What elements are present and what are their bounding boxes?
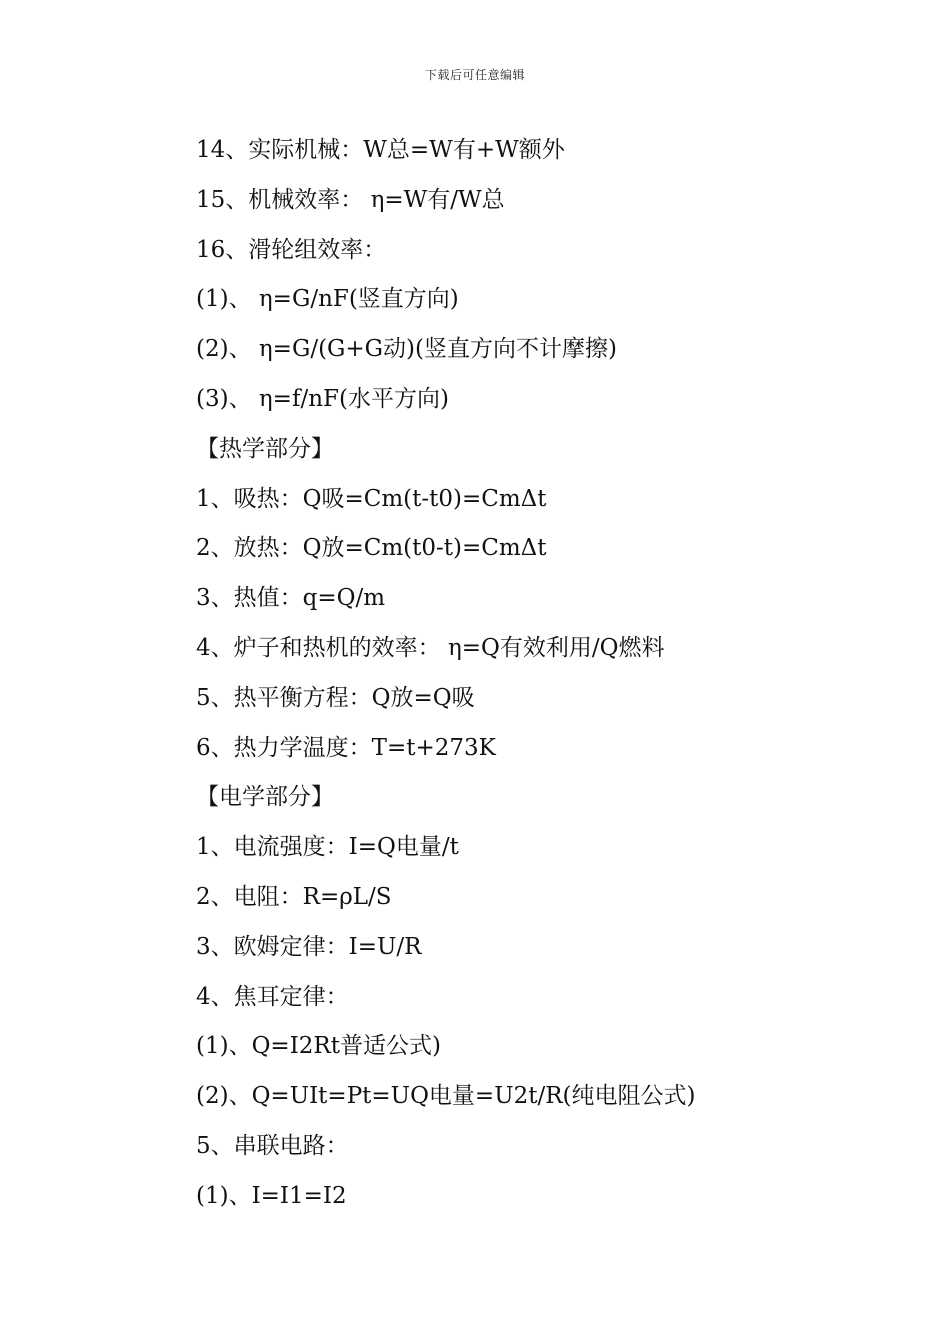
formula-line: 2、放热：Q放=Cm(t0-t)=CmΔt xyxy=(196,535,547,562)
formula-line: 4、炉子和热机的效率： η=Q有效利用/Q燃料 xyxy=(196,634,665,661)
formula-line: 4、焦耳定律： xyxy=(196,983,349,1010)
formula-line: 15、机械效率： η=W有/W总 xyxy=(196,186,505,213)
formula-line: 3、热值：q=Q/m xyxy=(196,585,386,612)
formula-line: (2)、 η=G/(G+G动)(竖直方向不计摩擦) xyxy=(196,336,617,363)
formula-line: 2、电阻：R=ρL/S xyxy=(196,883,392,910)
formula-line: 5、串联电路： xyxy=(196,1132,349,1159)
formula-line: 5、热平衡方程：Q放=Q吸 xyxy=(196,684,475,711)
formula-line: 6、热力学温度：T=t+273K xyxy=(196,734,496,761)
formula-line: 14、实际机械：W总=W有+W额外 xyxy=(196,137,565,163)
section-heading-thermal: 【热学部分】 xyxy=(196,435,334,462)
document-body xyxy=(196,130,896,1226)
formula-line: 16、滑轮组效率： xyxy=(196,236,387,263)
page-header: 下载后可任意编辑 xyxy=(424,68,525,82)
formula-line: (3)、 η=f/nF(水平方向) xyxy=(196,385,449,412)
formula-line: (1)、Q=I2Rt普适公式) xyxy=(196,1033,441,1060)
formula-line: 1、电流强度：I=Q电量/t xyxy=(196,834,459,861)
formula-line: 1、吸热：Q吸=Cm(t-t0)=CmΔt xyxy=(196,485,547,512)
formula-line: (2)、Q=UIt=Pt=UQ电量=U2t/R(纯电阻公式) xyxy=(196,1083,696,1110)
formula-line: (1)、 η=G/nF(竖直方向) xyxy=(196,286,459,313)
section-heading-electric: 【电学部分】 xyxy=(196,784,334,811)
formula-line: 3、欧姆定律：I=U/R xyxy=(196,933,422,960)
formula-line: (1)、I=I1=I2 xyxy=(196,1182,347,1209)
